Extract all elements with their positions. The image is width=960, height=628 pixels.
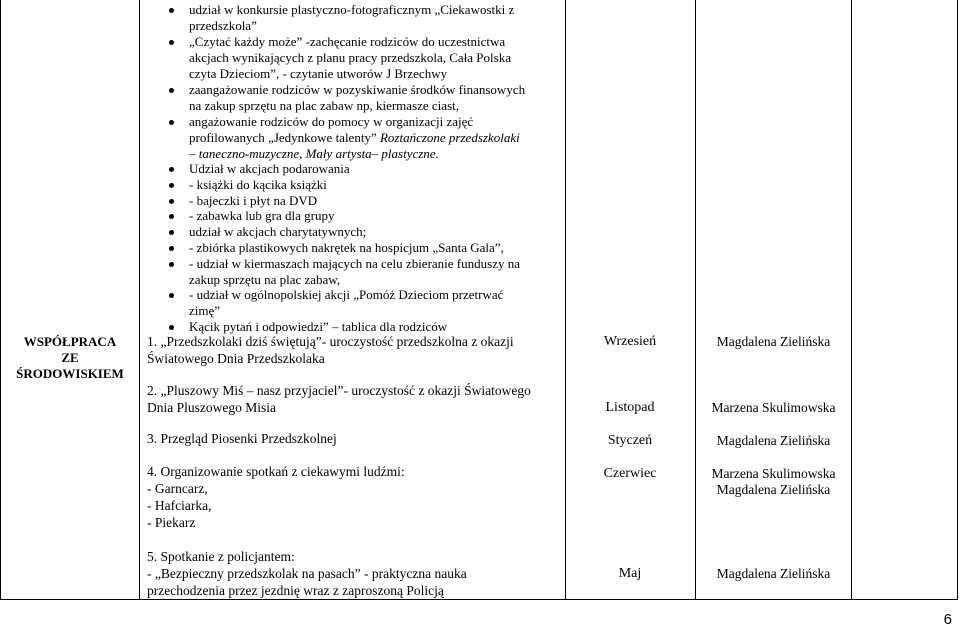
bullet-icon	[169, 214, 174, 219]
page-number: 6	[943, 611, 952, 628]
bullet-icon	[169, 262, 174, 267]
bullet-item-line: profilowanych „Jedynkowe talenty” Roztańczone przedszkolaki	[189, 130, 520, 145]
event-month: Czerwiec	[603, 466, 657, 481]
bullet-item-line: Udział w akcjach podarowania	[189, 161, 350, 176]
column-divider	[565, 0, 566, 600]
event-person: Marzena Skulimowska	[711, 400, 836, 415]
bullet-item-line: udział w akcjach charytatywnych;	[189, 224, 367, 239]
bullet-icon	[169, 230, 174, 235]
column-divider	[139, 0, 140, 600]
bullet-icon	[169, 88, 174, 93]
event-line: Dnia Pluszowego Misia	[147, 400, 276, 415]
event-line: Światowego Dnia Przedszkolaka	[147, 351, 325, 366]
event-line: 5. Spotkanie z policjantem:	[147, 549, 295, 564]
event-person: Magdalena Zielińska	[716, 433, 831, 448]
table-border-right	[957, 0, 958, 600]
event-line: 4. Organizowanie spotkań z ciekawymi ludźmi:	[147, 464, 405, 479]
bullet-item-line: – taneczno-muzyczne, Mały artysta– plastyczne.	[189, 146, 439, 161]
table-border-bottom	[0, 599, 958, 600]
bullet-icon	[169, 40, 174, 45]
bullet-icon	[169, 199, 174, 204]
event-person: Marzena Skulimowska	[711, 466, 836, 481]
bullet-item-line: - bajeczki i płyt na DVD	[189, 193, 318, 208]
column-divider	[851, 0, 852, 600]
bullet-icon	[169, 8, 174, 13]
bullet-item-line: - książki do kącika książki	[189, 177, 327, 192]
event-month: Listopad	[605, 400, 655, 415]
event-line: przechodzenia przez jezdnię wraz z zaproszoną Policją	[147, 583, 444, 598]
bullet-item-line: - zbiórka plastikowych nakrętek na hospicjum „Santa Gala”,	[189, 240, 504, 255]
bullet-icon	[169, 183, 174, 188]
bullet-item-line: angażowanie rodziców do pomocy w organizacji zajęć	[189, 114, 474, 129]
bullet-item-line: akcjach wynikających z planu pracy przedszkola, Cała Polska	[189, 50, 511, 65]
bullet-item-line: na zakup sprzętu na plac zabaw np, kiermasze ciast,	[189, 98, 459, 113]
event-line: 3. Przegląd Piosenki Przedszkolnej	[147, 431, 337, 446]
bullet-item-line: - udział w kiermaszach mających na celu zbieranie funduszy na	[189, 256, 520, 271]
bullet-icon	[169, 120, 174, 125]
bullet-icon	[169, 293, 174, 298]
section-label: WSPÓŁPRACA ZE ŚRODOWISKIEM	[16, 334, 124, 381]
bullet-item-line: zaangażowanie rodziców w pozyskiwanie środków finansowych	[189, 82, 526, 97]
bullet-item-line: Kącik pytań i odpowiedzi” – tablica dla rodziców	[189, 319, 448, 334]
event-line: - Piekarz	[147, 515, 196, 530]
event-line: - Hafciarka,	[147, 498, 212, 513]
bullet-item-line: zakup sprzętu na plac zabaw,	[189, 272, 341, 287]
bullet-item-line: zimę”	[189, 303, 221, 318]
bullet-item-line: przedszkola”	[189, 18, 257, 33]
event-line: - Garncarz,	[147, 481, 208, 496]
event-line: 2. „Pluszowy Miś – nasz przyjaciel”- uroczystość z okazji Światowego	[147, 383, 531, 398]
bullet-icon	[169, 325, 174, 330]
bullet-item-line: - zabawka lub gra dla grupy	[189, 208, 335, 223]
event-person: Magdalena Zielińska	[716, 334, 831, 349]
bullet-item-line: czyta Dzieciom”, - czytanie utworów J Brzechwy	[189, 66, 448, 81]
event-month: Maj	[618, 566, 642, 581]
event-line: - „Bezpieczny przedszkolak na pasach” - praktyczna nauka	[147, 566, 467, 581]
event-person: Magdalena Zielińska	[716, 566, 831, 581]
bullet-icon	[169, 167, 174, 172]
column-divider	[695, 0, 696, 600]
event-month: Styczeń	[607, 433, 653, 448]
event-line: 1. „Przedszkolaki dziś świętują”- uroczystość przedszkolna z okazji	[147, 334, 514, 349]
event-person: Magdalena Zielińska	[716, 482, 831, 497]
event-month: Wrzesień	[603, 334, 657, 349]
bullet-item-line: „Czytać każdy może” -zachęcanie rodziców do uczestnictwa	[189, 34, 506, 49]
bullet-item-line: udział w konkursie plastyczno-fotograficznym „Ciekawostki z	[189, 2, 515, 17]
bullet-item-line: - udział w ogólnopolskiej akcji „Pomóż Dzieciom przetrwać	[189, 287, 504, 302]
bullet-icon	[169, 246, 174, 251]
table-border-left	[0, 0, 1, 600]
